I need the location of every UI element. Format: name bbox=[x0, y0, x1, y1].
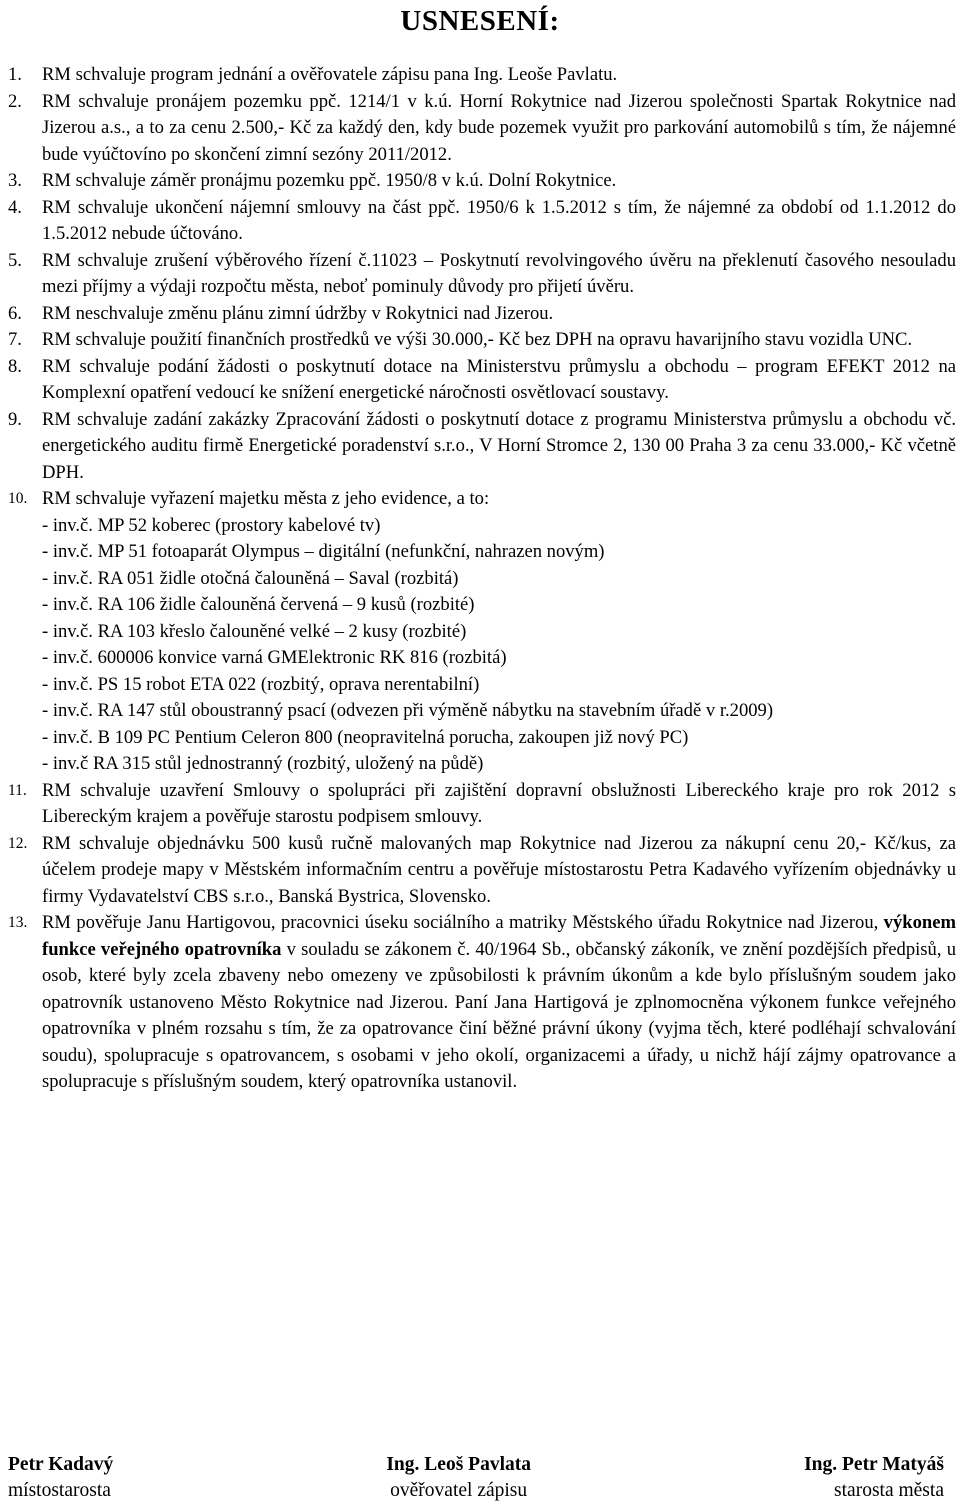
resolution-item-5 bbox=[8, 248, 956, 301]
inventory-line: - inv.č. RA 103 křeslo čalouněné velké – 2 kusy (rozbité) bbox=[42, 620, 467, 642]
inventory-line: - inv.č. RA 147 stůl oboustranný psací (odvezen při výměně nábytku na stavebním úřadě v r.2009) bbox=[42, 700, 774, 721]
item-number: 6. bbox=[8, 302, 22, 324]
resolution-item-7 bbox=[8, 327, 956, 354]
inventory-line: - inv.č RA 315 stůl jednostranný (rozbitý, uložený na půdě) bbox=[42, 753, 484, 774]
item-number: 8. bbox=[8, 355, 22, 377]
item-text bbox=[42, 910, 956, 1096]
inventory-line: - inv.č. B 109 PC Pentium Celeron 800 (neopravitelná porucha, zakoupen již nový PC) bbox=[42, 726, 689, 748]
item-text: RM schvaluje podání žádosti o poskytnutí dotace na Ministerstvu průmyslu a obchodu – program EFEKT 2012 na Komplexní opatření vedoucí ke snížení energetické náročnosti osvětlovací soustavy. bbox=[42, 355, 956, 403]
item-text: RM schvaluje zadání zakázky Zpracování žádosti o poskytnutí dotace z programu Ministerstva průmyslu a obchodu vč. energetického auditu firmě Energetické poradenství s.r.o., V Horní Stromce 2, 130 00 Praha 3 za cenu 33.000,- Kč včetně DPH. bbox=[42, 408, 956, 483]
item-number: 2. bbox=[8, 90, 22, 112]
resolution-item-6 bbox=[8, 301, 956, 328]
item-number: 4. bbox=[8, 196, 22, 218]
signature-block bbox=[8, 1452, 944, 1504]
item-number: 5. bbox=[8, 249, 22, 271]
item-text: RM schvaluje uzavření Smlouvy o spolupráci při zajištění dopravní obslužnosti Libereckého kraje pro rok 2012 s Libereckým krajem a pověřuje starostu podpisem smlouvy. bbox=[42, 779, 956, 827]
item-text: RM schvaluje použití finančních prostředků ve výši 30.000,- Kč bez DPH na opravu havarijního stavu vozidla UNC. bbox=[42, 329, 913, 350]
item-text bbox=[42, 486, 956, 778]
item-text: RM schvaluje program jednání a ověřovatele zápisu pana Ing. Leoše Pavlatu. bbox=[42, 64, 618, 85]
signatory-role: starosta města bbox=[834, 1480, 944, 1501]
resolution-list bbox=[8, 62, 956, 1096]
resolution-item-4 bbox=[8, 195, 956, 248]
resolution-item-3 bbox=[8, 168, 956, 195]
signature-verifier bbox=[386, 1452, 531, 1504]
inventory-line: - inv.č. RA 106 židle čalouněná červená – 9 kusů (rozbité) bbox=[42, 594, 475, 615]
signatory-name: Ing. Leoš Pavlata bbox=[386, 1454, 531, 1475]
item-number: 10. bbox=[8, 490, 28, 507]
item-text-emphasis: výkonem funkce veřejného opatrovníka bbox=[42, 912, 956, 960]
item-number: 3. bbox=[8, 170, 22, 191]
inventory-line: - inv.č. RA 051 židle otočná čalouněná – Saval (rozbitá) bbox=[42, 567, 459, 589]
item-text: RM schvaluje záměr pronájmu pozemku ppč. 1950/8 v k.ú. Dolní Rokytnice. bbox=[42, 170, 617, 191]
item-text: RM schvaluje ukončení nájemní smlouvy na část ppč. 1950/6 k 1.5.2012 s tím, že nájemné za období od 1.1.2012 do 1.5.2012 nebude účtováno. bbox=[42, 196, 956, 244]
item-text: RM schvaluje zrušení výběrového řízení č.11023 – Poskytnutí revolvingového úvěru na překlenutí časového nesouladu mezi příjmy a výdaji rozpočtu města, neboť pominuly důvody pro přijetí úvěru. bbox=[42, 249, 956, 297]
resolution-item-8 bbox=[8, 354, 956, 407]
signatory-role: místostarosta bbox=[8, 1480, 111, 1501]
item-text-part: v souladu se zákonem č. 40/1964 Sb., občanský zákoník, ve znění pozdějších předpisů, u osob, které byly zcela zbaveny nebo omezeny ve způsobilosti k právním úkonům a kde bylo příslušným soudem jako opatrovník ustanoveno Město Rokytnice nad Jizerou. Paní Jana Hartigová je zplnomocněna výkonem funkce veřejného opatrovníka v plném rozsahu s tím, že za opatrovance činí běžné právní úkony (vyjma těch, které podléhají schvalování soudu), spolupracuje s opatrovancem, s osobami v jeho okolí, organizacemi a úřady, u nichž hájí zájmy opatrovance a spolupracuje s příslušným soudem, který opatrovníka ustanovil. bbox=[42, 938, 956, 1092]
inventory-line: - inv.č. 600006 konvice varná GMElektronic RK 816 (rozbitá) bbox=[42, 647, 507, 668]
resolution-item-2 bbox=[8, 89, 956, 169]
resolution-item-13 bbox=[8, 910, 956, 1096]
inventory-line: - inv.č. MP 52 koberec (prostory kabelové tv) bbox=[42, 514, 381, 536]
item-text: RM schvaluje pronájem pozemku ppč. 1214/1 v k.ú. Horní Rokytnice nad Jizerou společnosti Spartak Rokytnice nad Jizerou a.s., a to za cenu 2.500,- Kč za každý den, kdy bude pozemek využit pro parkování automobilů s tím, že nájemné bude vyúčtovíno po skončení zimní sezóny 2011/2012. bbox=[42, 90, 956, 165]
item-number: 7. bbox=[8, 329, 22, 350]
resolution-item-11 bbox=[8, 778, 956, 831]
item-number: 11. bbox=[8, 781, 27, 799]
inventory-line: - inv.č. MP 51 fotoaparát Olympus – digitální (nefunkční, nahrazen novým) bbox=[42, 541, 605, 562]
signature-deputy-mayor bbox=[8, 1452, 113, 1504]
item-intro: RM schvaluje vyřazení majetku města z jeho evidence, a to: bbox=[42, 488, 490, 509]
resolution-item-12 bbox=[8, 831, 956, 911]
item-number: 12. bbox=[8, 834, 28, 852]
resolution-item-1 bbox=[8, 62, 956, 89]
item-text: RM schvaluje objednávku 500 kusů ručně malovaných map Rokytnice nad Jizerou za nákupní cenu 20,- Kč/kus, za účelem prodeje mapy v Městském informačním centru a pověřuje místostarostu Petra Kadavého vyřízením objednávky u firmy Vydavatelství CBS s.r.o., Banská Bystrica, Slovensko. bbox=[42, 832, 956, 907]
document-title: USNESENÍ: bbox=[400, 5, 560, 37]
item-number: 1. bbox=[8, 64, 22, 85]
signatory-role: ověřovatel zápisu bbox=[390, 1480, 528, 1501]
signatory-name: Ing. Petr Matyáš bbox=[804, 1454, 944, 1475]
signatory-name: Petr Kadavý bbox=[8, 1454, 114, 1475]
resolution-item-9 bbox=[8, 407, 956, 487]
signature-mayor bbox=[804, 1452, 944, 1504]
item-text-part: RM pověřuje Janu Hartigovou, pracovnici úseku sociálního a matriky Městského úřadu Rokytnice nad Jizerou, bbox=[42, 912, 884, 933]
item-number: 13. bbox=[8, 914, 28, 931]
inventory-line: - inv.č. PS 15 robot ETA 022 (rozbitý, oprava nerentabilní) bbox=[42, 673, 480, 695]
resolution-item-10 bbox=[8, 486, 956, 778]
item-number: 9. bbox=[8, 408, 22, 430]
item-text: RM neschvaluje změnu plánu zimní údržby v Rokytnici nad Jizerou. bbox=[42, 302, 554, 324]
